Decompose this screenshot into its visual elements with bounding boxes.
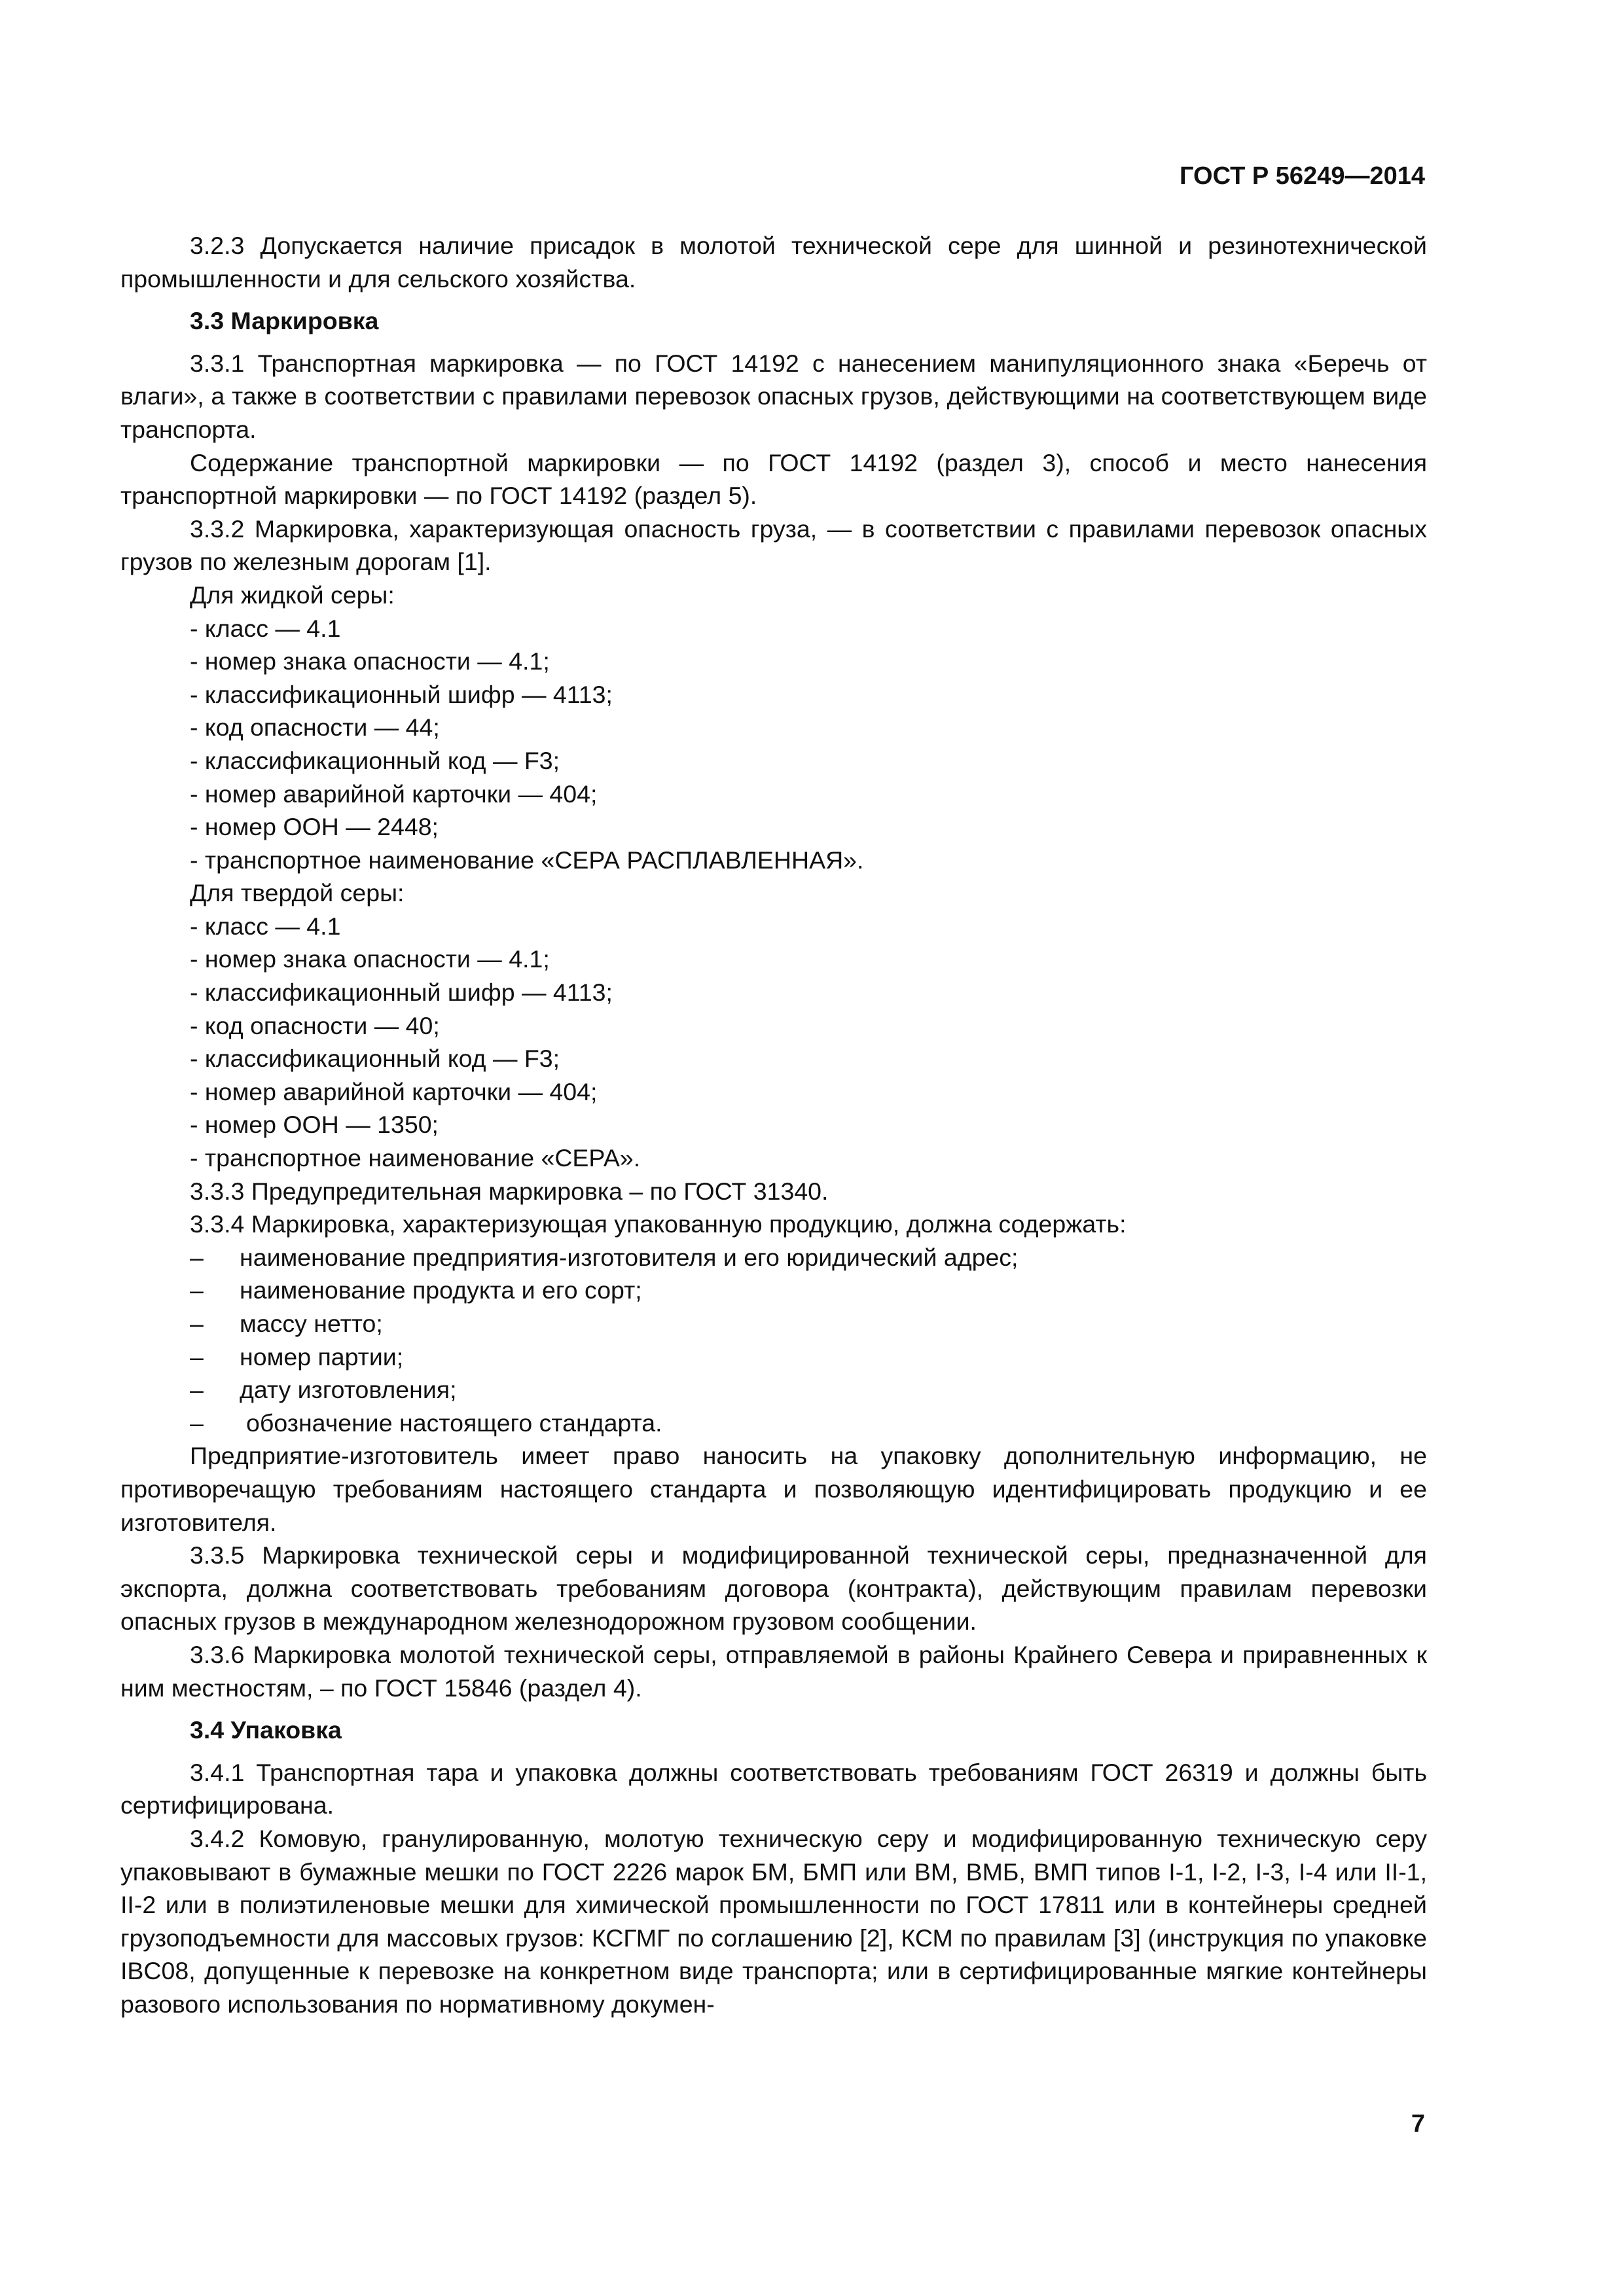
paragraph-3-3-1: 3.3.1 Транспортная маркировка — по ГОСТ 14192 с нанесением манипуляционного знака «Беречь от влаги», а также в соответствии с правилами перевозок опасных грузов, действующими на соответствующем виде транспорта. (120, 349, 1427, 443)
list-item: - классификационный код — F3; (190, 746, 560, 774)
paragraph-3-3-3: 3.3.3 Предупредительная маркировка – по ГОСТ 31340. (190, 1177, 829, 1205)
list-item: – обозначение настоящего стандарта. (190, 1407, 1427, 1440)
paragraph-3-3-1-content: Содержание транспортной маркировки — по ГОСТ 14192 (раздел 3), способ и место нанесения транспортной маркировки — по ГОСТ 14192 (раздел 5). (120, 448, 1427, 510)
list-item: - код опасности — 44; (190, 713, 440, 742)
document-body (120, 229, 1427, 2020)
paragraph-3-4-1: 3.4.1 Транспортная тара и упаковка должны соответствовать требованиям ГОСТ 26319 и должны быть сертифицирована. (120, 1758, 1427, 1820)
list-item: - транспортное наименование «СЕРА». (190, 1144, 641, 1172)
list-item: – наименование продукта и его сорт; (190, 1274, 1427, 1307)
liquid-sulfur-label: Для жидкой серы: (190, 581, 395, 609)
dash-bullet: – (190, 1310, 204, 1337)
section-heading-3-3: 3.3 Маркировка (190, 307, 379, 335)
list-item: - номер ООН — 2448; (190, 813, 439, 841)
dash-bullet: – (190, 1376, 204, 1404)
list-item: - классификационный код — F3; (190, 1045, 560, 1073)
list-item: - класс — 4.1 (190, 614, 341, 642)
list-item: - номер аварийной карточки — 404; (190, 780, 598, 808)
dash-bullet: – (190, 1243, 204, 1271)
paragraph-3-3-2: 3.3.2 Маркировка, характеризующая опасность груза, — в соответствии с правилами перевозок опасных грузов по железным дорогам [1]. (120, 514, 1427, 576)
solid-sulfur-label: Для твердой серы: (190, 879, 405, 907)
paragraph-3-3-5: 3.3.5 Маркировка технической серы и модифицированной технической серы, предназначенной для экспорта, должна соответствовать требованиям договора (контракта), действующим правилам перевозки опасных грузов в международном железнодорожном грузовом сообщении. (120, 1541, 1427, 1636)
section-heading-3-4: 3.4 Упаковка (190, 1716, 342, 1744)
list-item: - номер ООН — 1350; (190, 1111, 439, 1139)
list-item: - транспортное наименование «СЕРА РАСПЛАВЛЕННАЯ». (190, 846, 864, 874)
list-item: – массу нетто; (190, 1307, 1427, 1340)
list-item: - классификационный шифр — 4113; (190, 978, 613, 1007)
list-item: - номер аварийной карточки — 404; (190, 1077, 598, 1105)
document-code-header: ГОСТ Р 56249—2014 (1180, 162, 1425, 190)
list-item: - класс — 4.1 (190, 912, 341, 940)
dash-bullet: – (190, 1342, 204, 1371)
paragraph-manufacturer-rights: Предприятие-изготовитель имеет право наносить на упаковку дополнительную информацию, не противоречащую требованиям настоящего стандарта и позволяющую идентифицировать продукцию и ее изготовителя. (120, 1442, 1427, 1536)
paragraph-3-3-6: 3.3.6 Маркировка молотой технической серы, отправляемой в районы Крайнего Севера и приравненных к ним местностям, – по ГОСТ 15846 (раздел 4). (120, 1640, 1427, 1702)
paragraph-3-4-2: 3.4.2 Комовую, гранулированную, молотую техническую серу и модифицированную техническую серу упаковывают в бумажные мешки по ГОСТ 2226 марок БМ, БМП или ВМ, ВМБ, ВМП типов I-1, I-2, I-3, I-4 или II-1, II-2 или в полиэтиленовые мешки для химической промышленности по ГОСТ 17811 или в контейнеры средней грузоподъемности для массовых грузов: КСГМГ по соглашению [2], КСМ по правилам [3] (инструкция по упаковке IBC08, допущенные к перевозке на конкретном виде транспорта; или в сертифицированные мягкие контейнеры разового использования по нормативному докумен- (120, 1824, 1427, 2018)
list-item: – наименование предприятия-изготовителя и его юридический адрес; (190, 1241, 1427, 1274)
list-item: – дату изготовления; (190, 1373, 1427, 1407)
page-number: 7 (1411, 2110, 1425, 2138)
dash-bullet: – (190, 1276, 204, 1304)
list-item: – номер партии; (190, 1340, 1427, 1374)
list-item: - номер знака опасности — 4.1; (190, 945, 550, 973)
list-item: - код опасности — 40; (190, 1011, 440, 1039)
paragraph-3-2-3: 3.2.3 Допускается наличие присадок в молотой технической сере для шинной и резинотехнической промышленности и для сельского хозяйства. (120, 232, 1427, 293)
paragraph-3-3-4: 3.3.4 Маркировка, характеризующая упакованную продукцию, должна содержать: (190, 1210, 1127, 1238)
dash-bullet: – (190, 1408, 204, 1437)
list-item: - номер знака опасности — 4.1; (190, 647, 550, 675)
list-item: - классификационный шифр — 4113; (190, 680, 613, 708)
